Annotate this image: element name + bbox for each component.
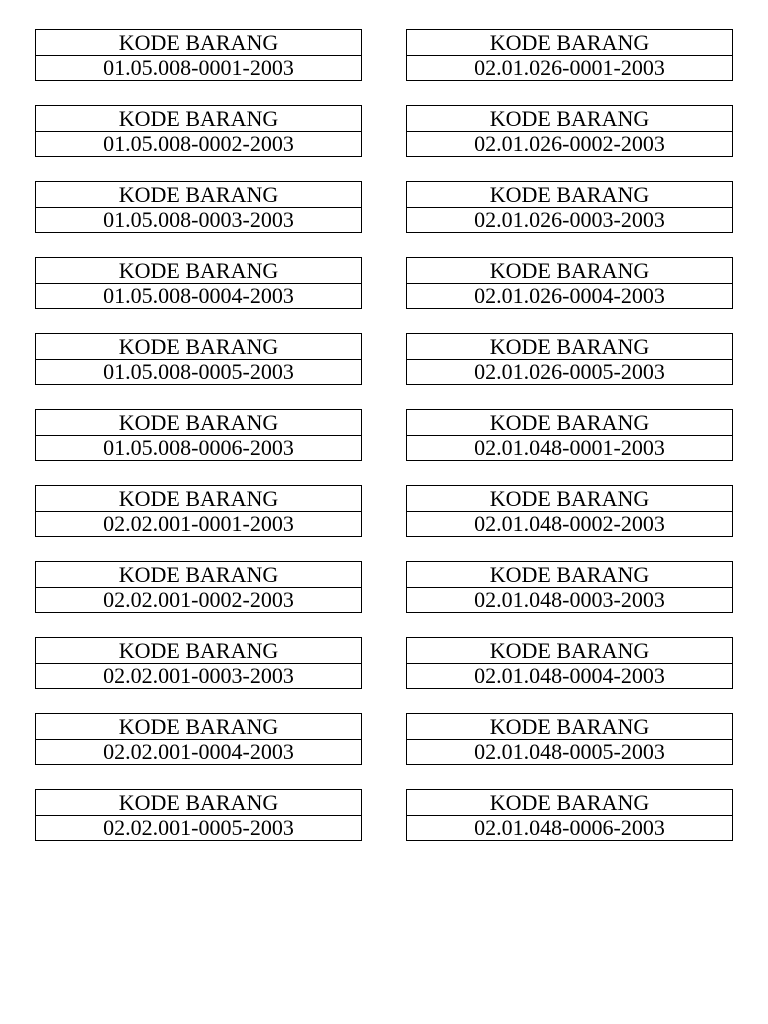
- item-code: 01.05.008-0004-2003: [103, 283, 294, 309]
- label-title: KODE BARANG: [407, 562, 732, 588]
- label-title: KODE BARANG: [36, 562, 361, 588]
- item-code-label: [35, 181, 362, 233]
- item-code-label: [35, 485, 362, 537]
- label-title: KODE BARANG: [407, 182, 732, 208]
- item-code: 02.02.001-0005-2003: [103, 815, 294, 841]
- item-code-label: [406, 29, 733, 81]
- item-code: 02.02.001-0004-2003: [103, 739, 294, 765]
- item-code: 02.01.048-0002-2003: [474, 511, 665, 537]
- item-code-label: [35, 333, 362, 385]
- item-code: 01.05.008-0006-2003: [103, 435, 294, 461]
- label-title: KODE BARANG: [36, 334, 361, 360]
- item-code-label: [35, 29, 362, 81]
- item-code: 02.01.048-0001-2003: [474, 435, 665, 461]
- item-code-label: [406, 637, 733, 689]
- item-code: 01.05.008-0005-2003: [103, 359, 294, 385]
- item-code-label: [35, 105, 362, 157]
- label-column-right: [406, 29, 733, 841]
- label-title: KODE BARANG: [407, 258, 732, 284]
- label-title: KODE BARANG: [407, 790, 732, 816]
- item-code: 02.02.001-0003-2003: [103, 663, 294, 689]
- item-code: 02.01.026-0001-2003: [474, 55, 665, 81]
- item-code: 02.01.026-0004-2003: [474, 283, 665, 309]
- label-title: KODE BARANG: [407, 334, 732, 360]
- label-title: KODE BARANG: [36, 410, 361, 436]
- item-code-label: [406, 713, 733, 765]
- label-title: KODE BARANG: [407, 714, 732, 740]
- item-code-label: [406, 561, 733, 613]
- item-code-label: [406, 333, 733, 385]
- label-title: KODE BARANG: [36, 638, 361, 664]
- label-title: KODE BARANG: [36, 790, 361, 816]
- label-column-left: [35, 29, 362, 841]
- item-code-label: [406, 181, 733, 233]
- item-code: 02.01.048-0006-2003: [474, 815, 665, 841]
- item-code: 02.01.048-0003-2003: [474, 587, 665, 613]
- item-code-label: [35, 561, 362, 613]
- label-title: KODE BARANG: [407, 638, 732, 664]
- label-title: KODE BARANG: [407, 410, 732, 436]
- label-title: KODE BARANG: [36, 30, 361, 56]
- label-title: KODE BARANG: [407, 486, 732, 512]
- item-code-label: [35, 713, 362, 765]
- item-code-label: [35, 257, 362, 309]
- item-code: 02.01.026-0005-2003: [474, 359, 665, 385]
- item-code: 01.05.008-0001-2003: [103, 55, 294, 81]
- item-code: 02.01.026-0002-2003: [474, 131, 665, 157]
- item-code: 02.01.048-0005-2003: [474, 739, 665, 765]
- label-title: KODE BARANG: [36, 714, 361, 740]
- label-title: KODE BARANG: [36, 106, 361, 132]
- item-code-label: [406, 485, 733, 537]
- label-title: KODE BARANG: [36, 182, 361, 208]
- item-code-label: [35, 409, 362, 461]
- item-code-label: [406, 105, 733, 157]
- item-code: 01.05.008-0003-2003: [103, 207, 294, 233]
- label-title: KODE BARANG: [407, 30, 732, 56]
- item-code-label: [406, 409, 733, 461]
- label-title: KODE BARANG: [36, 486, 361, 512]
- item-code-label: [35, 789, 362, 841]
- label-title: KODE BARANG: [407, 106, 732, 132]
- item-code: 02.01.048-0004-2003: [474, 663, 665, 689]
- item-code-label: [406, 789, 733, 841]
- item-code: 02.02.001-0001-2003: [103, 511, 294, 537]
- item-code: 01.05.008-0002-2003: [103, 131, 294, 157]
- item-code: 02.02.001-0002-2003: [103, 587, 294, 613]
- item-code: 02.01.026-0003-2003: [474, 207, 665, 233]
- item-code-label: [35, 637, 362, 689]
- item-code-label: [406, 257, 733, 309]
- label-title: KODE BARANG: [36, 258, 361, 284]
